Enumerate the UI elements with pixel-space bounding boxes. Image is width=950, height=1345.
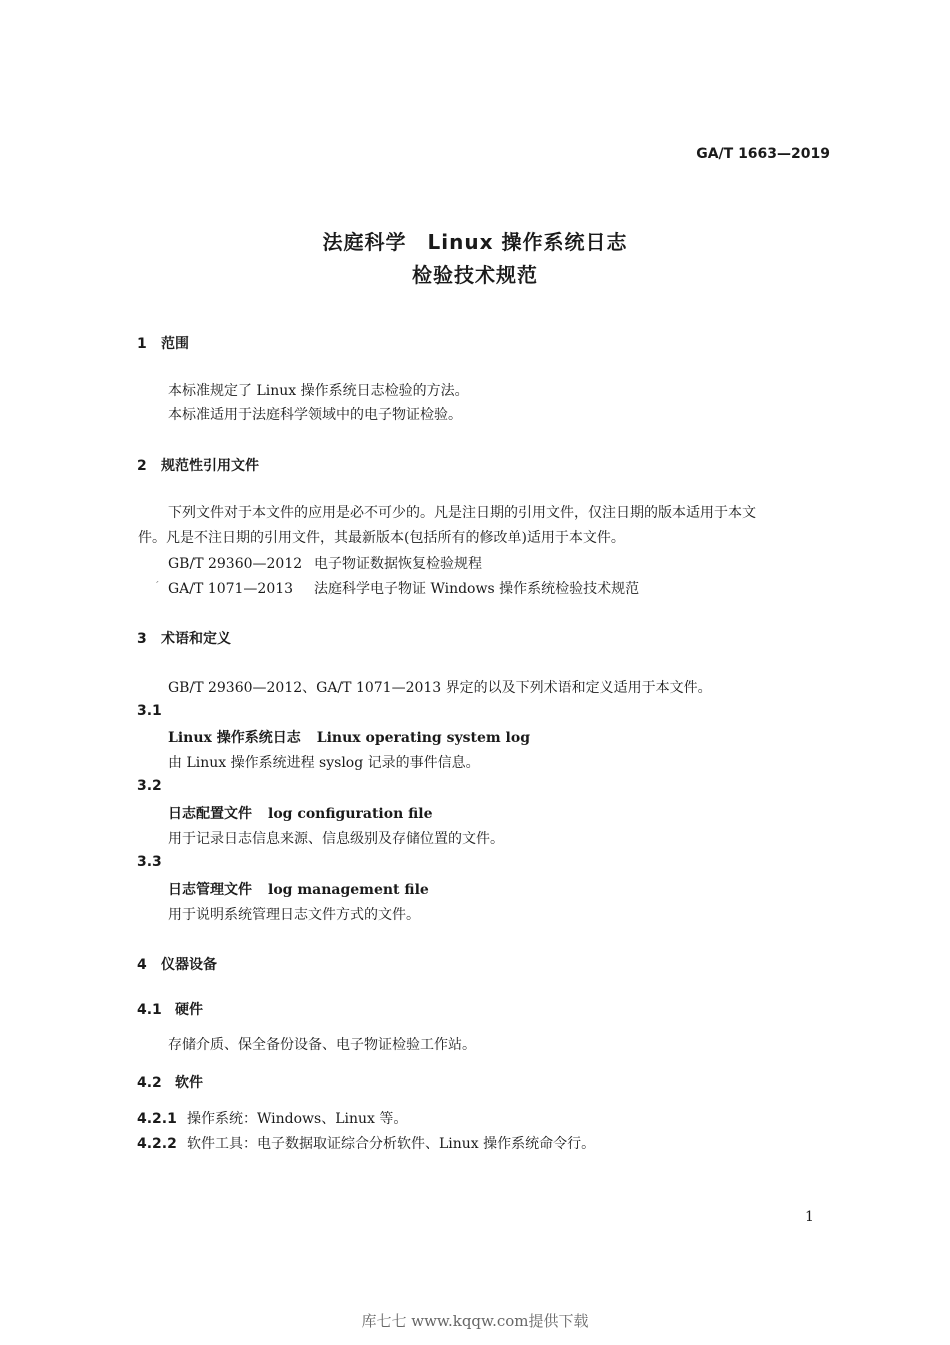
title-line-2: 检验技术规范 (412, 263, 538, 287)
term-title: 日志配置文件 log configuration file (168, 806, 433, 822)
term-number: 3.1 (137, 703, 162, 719)
page-number: 1 (805, 1209, 814, 1225)
term-definition: 用于记录日志信息来源、信息级别及存储位置的文件。 (168, 831, 504, 847)
section-4-heading: 4 仪器设备 (137, 957, 217, 973)
title-line-1: 法庭科学 Linux 操作系统日志 (322, 230, 628, 254)
section-1-paragraph-2: 本标准适用于法庭科学领域中的电子物证检验。 (168, 407, 462, 423)
section-1-heading: 1 范围 (137, 336, 189, 352)
subsection-4-2-heading: 4.2 软件 (137, 1075, 203, 1091)
section-2-paragraph-line-2: 件。凡是不注日期的引用文件，其最新版本(包括所有的修改单)适用于本文件。 (138, 530, 625, 546)
term-number: 3.3 (137, 854, 162, 870)
section-3-heading: 3 术语和定义 (137, 631, 231, 647)
section-3-intro: GB/T 29360—2012、GA/T 1071—2013 界定的以及下列术语和定义适用于本文件。 (168, 680, 712, 696)
scan-mark: ˊ (154, 580, 160, 593)
term-definition: 用于说明系统管理日志文件方式的文件。 (168, 907, 420, 923)
subsection-4-1-heading: 4.1 硬件 (137, 1002, 203, 1018)
term-title: Linux 操作系统日志 Linux operating system log (168, 730, 531, 746)
section-1-paragraph-1: 本标准规定了 Linux 操作系统日志检验的方法。 (168, 383, 469, 399)
standard-code: GA/T 1663—2019 (696, 146, 830, 162)
download-watermark-footer: 库七七 www.kqqw.com提供下载 (361, 1312, 589, 1330)
list-item: 4.2.1 操作系统：Windows、Linux 等。 (137, 1111, 408, 1127)
list-item: 4.2.2 软件工具：电子数据取证综合分析软件、Linux 操作系统命令行。 (137, 1136, 596, 1152)
term-title: 日志管理文件 log management file (168, 882, 429, 898)
normative-reference: GB/T 29360—2012 电子物证数据恢复检验规程 (168, 556, 482, 572)
term-definition: 由 Linux 操作系统进程 syslog 记录的事件信息。 (168, 755, 480, 771)
section-2-heading: 2 规范性引用文件 (137, 458, 259, 474)
normative-reference: GA/T 1071—2013 法庭科学电子物证 Windows 操作系统检验技术规范 (168, 581, 640, 597)
term-number: 3.2 (137, 778, 162, 794)
subsection-4-1-text: 存储介质、保全备份设备、电子物证检验工作站。 (168, 1037, 476, 1053)
section-2-paragraph-line-1: 下列文件对于本文件的应用是必不可少的。凡是注日期的引用文件，仅注日期的版本适用于本文 (168, 505, 756, 521)
